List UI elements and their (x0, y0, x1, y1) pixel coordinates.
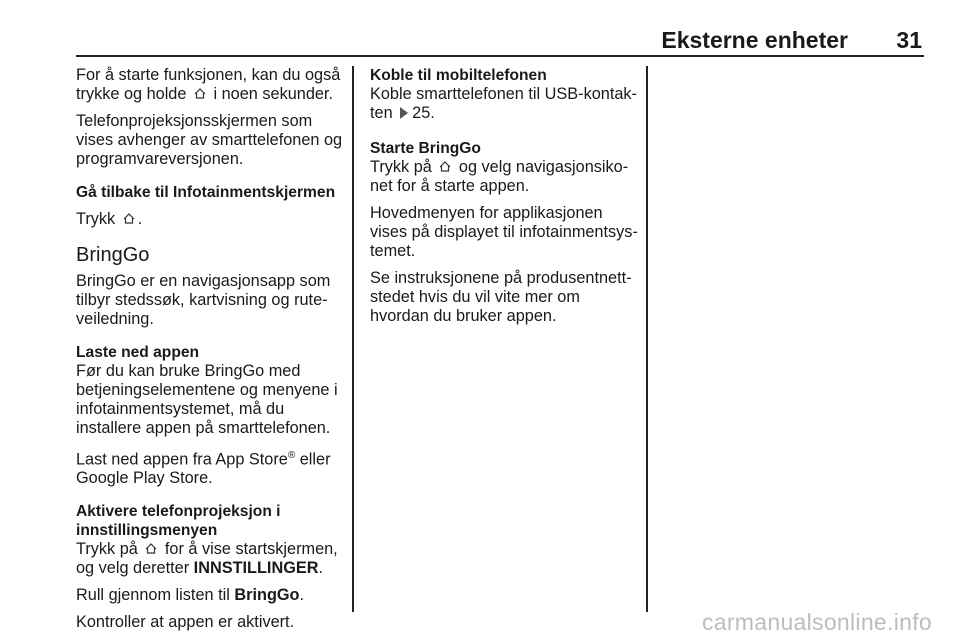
header-title: Eksterne enheter (661, 27, 848, 53)
paragraph-projection: Telefonprojeksjonsskjermen som vises avhenger av smarttelefonen og programvareversjonen. (76, 112, 343, 168)
home-icon (122, 211, 136, 225)
paragraph-manual: Se instruksjonene på produsentnettstedet hvis du vil vite mer om hvordan du bruker appen. (370, 269, 632, 325)
page-reference: 25. (412, 104, 435, 122)
left-column (76, 66, 344, 632)
home-icon (438, 159, 452, 173)
middle-column (370, 66, 638, 326)
column-divider (352, 66, 354, 612)
subheading-activate: Aktivere telefonprojeksjon i innstillingsmenyen (76, 503, 281, 540)
subheading-connect: Koble til mobiltelefonen (370, 67, 547, 84)
text: Koble smarttelefonen til USB-kontakten (370, 85, 637, 122)
page-number: 31 (896, 27, 922, 53)
paragraph-start (370, 158, 638, 196)
header-rule (76, 55, 924, 57)
home-icon (144, 541, 158, 555)
paragraph-menu: Hovedmenyen for applikasjonen vises på displayet til infotainmentsystemet. (370, 204, 638, 260)
section-heading-bringgo: BringGo (76, 244, 150, 266)
paragraph-scroll (76, 586, 344, 605)
text: . (137, 210, 143, 228)
text: for å vise startskjermen, og velg deretter (76, 540, 338, 578)
text: Trykk på (370, 158, 432, 176)
subheading-download: Laste ned appen (76, 344, 200, 361)
subheading-start: Starte BringGo (370, 140, 481, 157)
text: Last ned appen fra App Store (76, 450, 288, 469)
paragraph-check: Kontroller at appen er aktivert. (76, 613, 295, 632)
paragraph-activate (76, 540, 344, 578)
paragraph-back (76, 210, 344, 229)
text: eller Google Play Store. (76, 450, 331, 488)
paragraph-connect (370, 85, 638, 123)
registered-mark: ® (287, 450, 296, 461)
watermark: carmanualsonline.info (701, 609, 932, 635)
paragraph-store (76, 446, 344, 488)
text: Trykk på (76, 540, 138, 559)
text: . (299, 586, 305, 605)
app-name: BringGo (234, 586, 300, 605)
text: Trykk (76, 210, 116, 228)
paragraph-start-function (76, 66, 344, 104)
paragraph-download: Før du kan bruke BringGo med betjeningselementene og menyene i infotainmentsystemet, må du installere appen på smarttelefonen. (76, 362, 338, 437)
home-icon (193, 86, 207, 100)
text: i noen sekunder. (213, 85, 333, 103)
menu-name: INNSTILLINGER (193, 559, 319, 578)
text: Rull gjennom listen til (76, 586, 230, 605)
page-reference-icon (400, 107, 408, 119)
paragraph-bringgo: BringGo er en navigasjonsapp som tilbyr stedssøk, kartvisning og ruteveiledning. (76, 272, 331, 328)
column-divider-right (646, 66, 648, 612)
text: . (318, 559, 324, 578)
subheading-back: Gå tilbake til Infotainmentskjermen (76, 184, 336, 201)
text: og velg navigasjonsikonet for å starte appen. (370, 158, 629, 195)
text: For å starte funksjonen, kan du også trykke og holde (76, 66, 341, 103)
